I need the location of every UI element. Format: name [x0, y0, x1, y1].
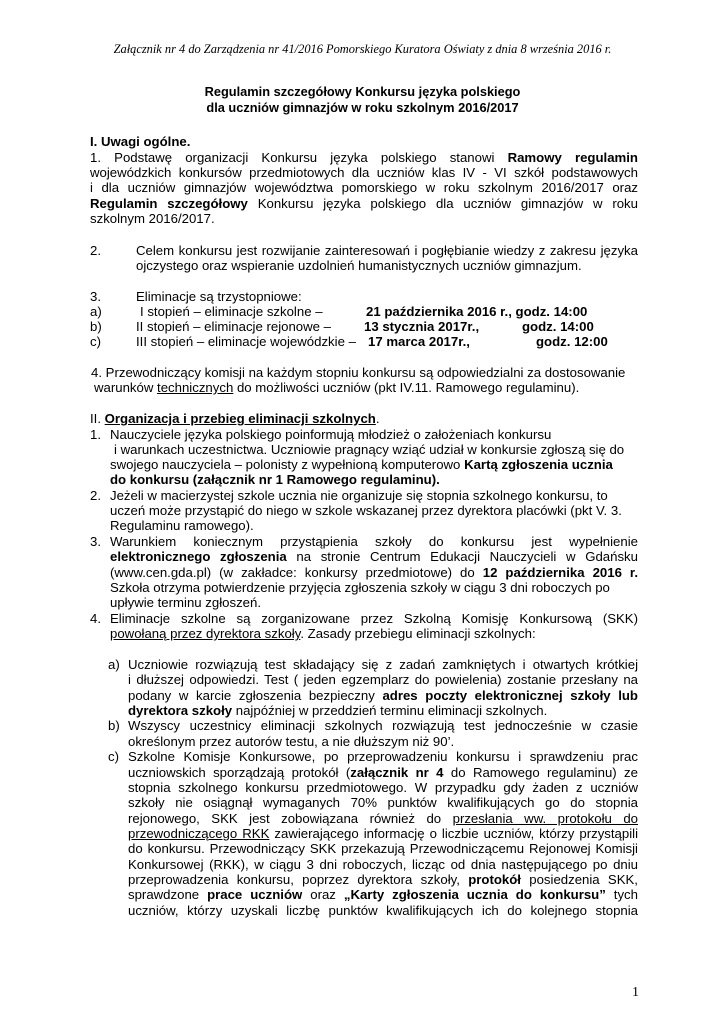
stage-row-c-time: godz. 12:00	[536, 334, 608, 349]
section-1-heading: I. Uwagi ogólne.	[90, 134, 191, 149]
section-2-heading: II. Organizacja i przebieg eliminacji szkolnych.	[90, 411, 380, 426]
item-3-line-3: (www.cen.gda.pl) (w zakładce: konkursy przedmiotowe) do 12 października 2016 r.	[110, 565, 638, 580]
item-1-line-3: swojego nauczyciela – polonisty z wypełnioną komputerowo Kartą zgłoszenia ucznia	[110, 457, 613, 472]
paragraph-2-line-2: ojczystego oraz wspieranie uzdolnień humanistycznych uczniów gimnazjum.	[136, 258, 582, 273]
item-1-line-1: Nauczyciele języka polskiego poinformują młodzież o założeniach konkursu	[110, 427, 552, 442]
paragraph-3-number: 3.	[90, 289, 101, 304]
paragraph-4-line-1: 4. Przewodniczący komisji na każdym stopniu konkursu są odpowiedzialni za dostosowanie	[91, 365, 626, 380]
stage-row-b-name: II stopień – eliminacje rejonowe –	[136, 319, 331, 334]
item-3-line-5: upływie terminu zgłoszeń.	[110, 595, 261, 610]
stage-row-b-label: b)	[90, 319, 102, 334]
item-1-line-2: i warunkach uczestnictwa. Uczniowie pragnący wziąć udział w konkursie zgłoszą się do	[114, 442, 625, 457]
item-4-number: 4.	[90, 611, 101, 626]
paragraph-2-number: 2.	[90, 243, 101, 258]
paragraph-1-line-4: Regulamin szczegółowy Konkursu języka polskiego dla uczniów gimnazjów w roku	[90, 196, 638, 211]
subitem-c-line-9: przeprowadzenia konkursu, poprzez dyrektora szkoły, protokół posiedzenia SKK,	[128, 872, 638, 887]
subitem-c-label: c)	[108, 749, 119, 764]
subitem-c-line-5: rejonowego, SKK jest zobowiązana również do przesłania ww. protokołu do	[128, 811, 638, 826]
paragraph-3-text: Eliminacje są trzystopniowe:	[136, 289, 302, 304]
subitem-c-line-10: sprawdzone prace uczniów oraz „Karty zgłoszenia ucznia do konkursu” tych	[128, 887, 638, 902]
page-number: 1	[632, 985, 639, 1000]
paragraph-2-line-1: Celem konkursu jest rozwijanie zainteresowań i pogłębianie wiedzy z zakresu języka	[136, 243, 638, 258]
subitem-c-line-3: stopnia szkolnego konkursu przedmiotowego. W przypadku gdy żaden z uczniów	[128, 780, 638, 795]
title-line-2: dla uczniów gimnazjów w roku szkolnym 2016/2017	[206, 100, 519, 115]
item-1-line-4: do konkursu (załącznik nr 1 Ramowego regulaminu).	[110, 472, 440, 487]
subitem-c-line-11: uczniów, którzy uzyskali liczbę punktów kwalifikujących ich do kolejnego stopnia	[128, 903, 638, 918]
subitem-c-line-7: do konkursu. Przewodniczący SKK przekazują Przewodniczącemu Rejonowej Komisji	[128, 841, 638, 856]
item-4-line-1: Eliminacje szkolne są zorganizowane przez Szkolną Komisję Konkursową (SKK)	[110, 611, 638, 626]
item-3-line-1: Warunkiem koniecznym przystąpienia szkoły do konkursu jest wypełnienie	[110, 534, 638, 549]
paragraph-4-line-2: warunków technicznych do możliwości uczniów (pkt IV.11. Ramowego regulaminu).	[94, 380, 580, 395]
subitem-b-line-2: określonym przez autorów testu, a nie dłuższym niż 90’.	[128, 734, 455, 749]
stage-row-c-label: c)	[90, 334, 101, 349]
item-4-line-2: powołaną przez dyrektora szkoły. Zasady przebiegu eliminacji szkolnych:	[110, 626, 536, 641]
stage-row-a-name: I stopień – eliminacje szkolne –	[140, 304, 323, 319]
subitem-a-line-2: i dłuższej odpowiedzi. Test ( jeden egzemplarz do powielenia) zostanie przesłany na	[128, 672, 638, 687]
subitem-a-line-4: dyrektora szkoły najpóźniej w przeddzień terminu eliminacji szkolnych.	[128, 703, 548, 718]
item-2-number: 2.	[90, 488, 101, 503]
document-title	[0, 84, 725, 116]
stage-row-a-date: 21 października 2016 r., godz. 14:00	[366, 304, 588, 319]
subitem-b-line-1: Wszyscy uczestnicy eliminacji szkolnych rozwiązują test jednocześnie w czasie	[128, 718, 638, 733]
subitem-c-line-8: Konkursowej (RKK), w ciągu 3 dni roboczych, licząc od dnia następującego po dniu	[128, 857, 638, 872]
paragraph-1-line-3: i dla uczniów gimnazjów województwa pomorskiego w roku szkolnym 2016/2017 oraz	[90, 180, 638, 195]
subitem-a-label: a)	[108, 657, 120, 672]
item-3-number: 3.	[90, 534, 101, 549]
item-3-line-2: elektronicznego zgłoszenia na stronie Centrum Edukacji Nauczycieli w Gdańsku	[110, 549, 638, 564]
paragraph-1-line-2: wojewódzkich konkursów przedmiotowych dla uczniów klas IV - VI szkół podstawowych	[90, 165, 638, 180]
subitem-c-line-1: Szkolne Komisje Konkursowe, po przeprowadzeniu konkursu i sprawdzeniu prac	[128, 749, 638, 764]
item-3-line-4: Szkoła otrzyma potwierdzenie przyjęcia zgłoszenia szkoły w ciągu 3 dni roboczych po	[110, 580, 610, 595]
title-line-1: Regulamin szczegółowy Konkursu języka polskiego	[204, 84, 521, 99]
stage-row-c-date: 17 marca 2017r.,	[368, 334, 470, 349]
subitem-c-line-4: szkoły nie osiągnął wymaganych 70% punktów kwalifikujących go do stopnia	[128, 795, 638, 810]
subitem-a-line-1: Uczniowie rozwiązują test składający się z zadań zamkniętych i otwartych krótkiej	[128, 657, 638, 672]
subitem-b-label: b)	[108, 718, 120, 733]
stage-row-b-date: 13 stycznia 2017r.,	[364, 319, 480, 334]
subitem-a-line-3: podany w karcie zgłoszenia bezpieczny adres poczty elektronicznej szkoły lub	[128, 688, 638, 703]
item-1-number: 1.	[90, 427, 101, 442]
stage-row-c-name: III stopień – eliminacje wojewódzkie –	[136, 334, 356, 349]
stage-row-a-label: a)	[90, 304, 102, 319]
subitem-c-line-2: uczniowskich sporządzają protokół (załącznik nr 4 do Ramowego regulaminu) ze	[128, 765, 638, 780]
attachment-header: Załącznik nr 4 do Zarządzenia nr 41/2016 Pomorskiego Kuratora Oświaty z dnia 8 września 2016 r.	[113, 42, 612, 56]
item-2-line-1: Jeżeli w macierzystej szkole ucznia nie organizuje się stopnia szkolnego konkursu, to	[110, 488, 608, 503]
stage-row-b-time: godz. 14:00	[522, 319, 594, 334]
item-2-line-2: uczeń może przystąpić do niego w szkole wskazanej przez dyrektora placówki (pkt V. 3.	[110, 503, 622, 518]
paragraph-1-line-5: szkolnym 2016/2017.	[90, 211, 215, 226]
subitem-c-line-6: przewodniczącego RKK zawierającego informację o liczbie uczniów, którzy przystąpili	[128, 826, 639, 841]
paragraph-1-line-1: 1. Podstawę organizacji Konkursu języka polskiego stanowi Ramowy regulamin	[90, 150, 638, 165]
item-2-line-3: Regulaminu ramowego).	[110, 518, 254, 533]
